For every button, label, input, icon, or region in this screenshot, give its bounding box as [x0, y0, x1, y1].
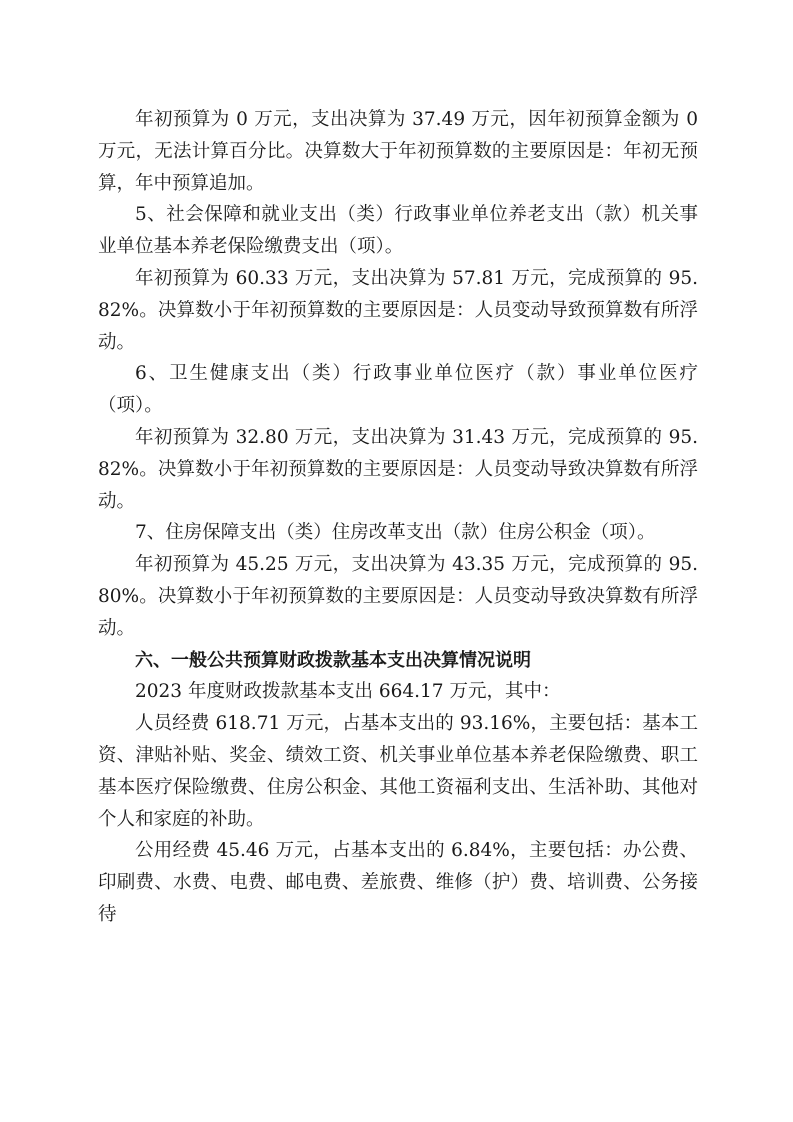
paragraph-budget-explanation: 年初预算为 0 万元，支出决算为 37.49 万元，因年初预算金额为 0 万元，无法计算百分比。决算数大于年初预算数的主要原因是：年初无预算，年中预算追加。	[98, 109, 698, 194]
paragraph-housing-detail: 年初预算为 45.25 万元，支出决算为 43.35 万元，完成预算的 95.80%。决算数小于年初预算数的主要原因是：人员变动导致决算数有所浮动。	[98, 554, 698, 639]
paragraph-social-security-detail: 年初预算为 60.33 万元，支出决算为 57.81 万元，完成预算的 95.82%。决算数小于年初预算数的主要原因是：人员变动导致预算数有所浮动。	[98, 267, 698, 353]
item-housing-heading: 7、住房保障支出（类）住房改革支出（款）住房公积金（项）。	[135, 522, 656, 544]
section-heading-basic-expenditure: 六、一般公共预算财政拨款基本支出决算情况说明	[135, 649, 531, 671]
item-health-heading: 6、卫生健康支出（类）行政事业单位医疗（款）事业单位医疗（项）。	[98, 363, 698, 417]
document-body	[98, 104, 698, 931]
paragraph-personnel-expenses: 人员经费 618.71 万元，占基本支出的 93.16%，主要包括：基本工资、津贴补贴、奖金、绩效工资、机关事业单位基本养老保险缴费、职工基本医疗保险缴费、住房公积金、其他工资福利支出、生活补助、其他对个人和家庭的补助。	[98, 713, 698, 830]
paragraph-health-detail: 年初预算为 32.80 万元，支出决算为 31.43 万元，完成预算的 95.82%。决算数小于年初预算数的主要原因是：人员变动导致决算数有所浮动。	[98, 426, 698, 512]
paragraph-public-expenses: 公用经费 45.46 万元，占基本支出的 6.84%，主要包括：办公费、印刷费、水费、电费、邮电费、差旅费、维修（护）费、培训费、公务接待	[98, 840, 698, 925]
item-social-security-heading: 5、社会保障和就业支出（类）行政事业单位养老支出（款）机关事业单位基本养老保险缴费支出（项）。	[98, 204, 698, 258]
paragraph-basic-expenditure-total: 2023 年度财政拨款基本支出 664.17 万元，其中：	[135, 681, 561, 703]
